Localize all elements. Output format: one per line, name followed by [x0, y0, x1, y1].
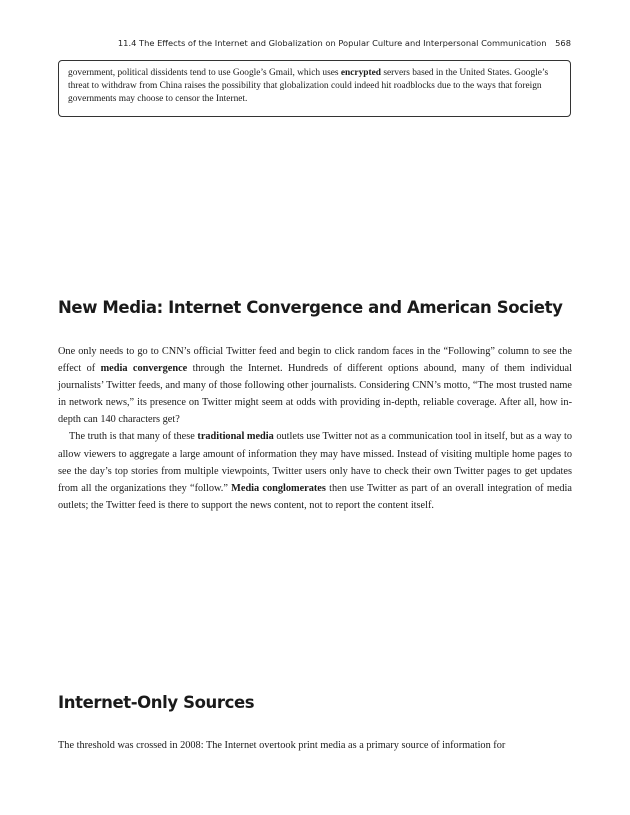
running-header [58, 38, 571, 48]
paragraph-2 [58, 428, 572, 513]
callout-box [58, 60, 571, 117]
term-media-conglomerates: Media conglomerates [231, 482, 326, 494]
p1-text-1: One only needs to go to CNN’s official Twitter feed and begin to click random faces in the “Following” column to see the effect of [58, 346, 572, 375]
p2-text-3: then use Twitter as part of an overall integration of media outlets; the Twitter feed is there to support the news content, not to report the content itself. [58, 482, 572, 511]
term-media-convergence: media convergence [100, 363, 188, 375]
callout-text-1: government, political dissidents tend to use Google’s Gmail, which uses [68, 68, 341, 78]
section-heading-internet-only: Internet-Only Sources [58, 693, 255, 712]
paragraph-1 [58, 343, 572, 428]
section-body-internet-only [58, 737, 572, 754]
callout-term-encrypted: encrypted [340, 68, 381, 78]
callout-text-2: servers based in the United States. Google’s threat to withdraw from China raises the possibility that globalization could indeed hit roadblocks due to the ways that foreign governments may choose to censor the Internet. [68, 68, 549, 105]
p2-text-2: outlets use Twitter not as a communication tool in itself, but as a way to allow viewers to aggregate a large amount of information they may have missed. Instead of visiting multiple home pages to see the day’s top stories from multiple viewpoints, Twitter users only have to check their own Twitter pages to get updates from all the organizations they “follow.” [58, 431, 572, 494]
callout-paragraph [68, 67, 563, 107]
section-heading-new-media: New Media: Internet Convergence and American Society [58, 298, 563, 317]
section-body-new-media [58, 343, 572, 514]
term-traditional-media: traditional media [197, 431, 274, 443]
p1-text-2: through the Internet. Hundreds of different options abound, many of them individual journalists’ Twitter feeds, and many of those following other journalists. Considering CNN’s motto, “The most trusted name in network news,” its presence on Twitter might seem at odds with providing in-depth, reliable coverage. After all, how in-depth can 140 characters get? [58, 363, 572, 426]
paragraph-3: The threshold was crossed in 2008: The Internet overtook print media as a primary source of information for [58, 740, 506, 751]
page-number: 568 [555, 38, 571, 48]
p2-text-1: The truth is that many of these [69, 431, 198, 443]
running-title: 11.4 The Effects of the Internet and Globalization on Popular Culture and Interpersonal Communication [117, 38, 547, 48]
